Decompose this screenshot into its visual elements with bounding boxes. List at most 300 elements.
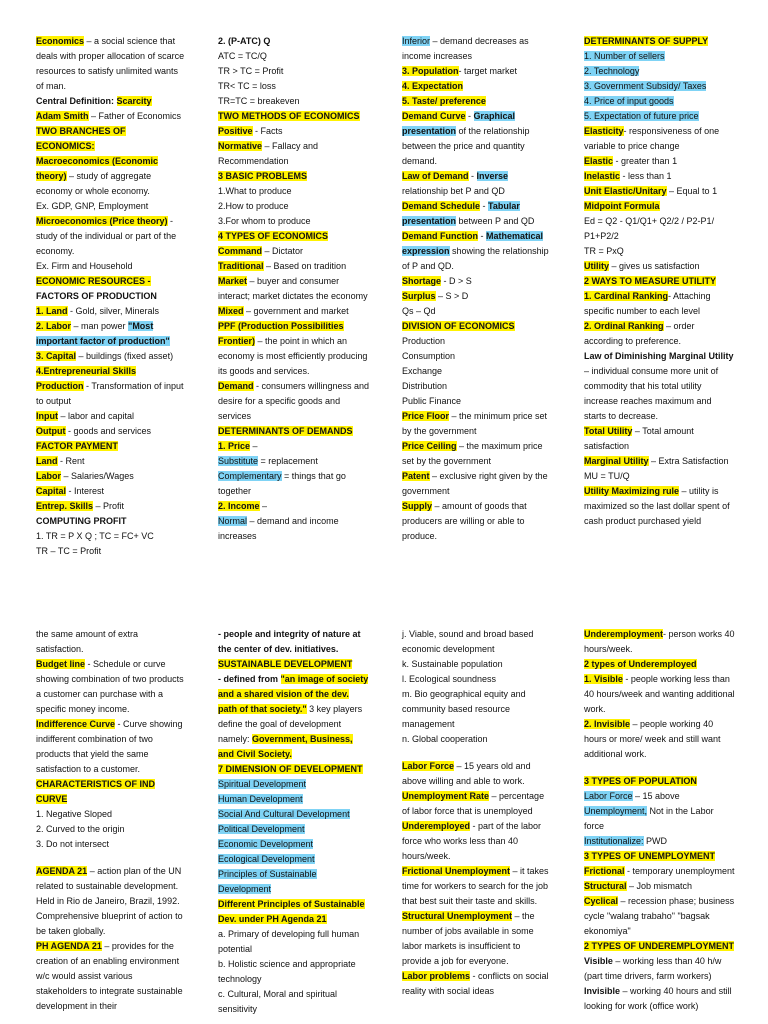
entry-text: – action plan of the UN related to sustainable development. Held in Rio de Janeiro, Brazil, 1992. Comprehensive blueprint of action to be taken globally. bbox=[36, 866, 183, 936]
note-entry bbox=[584, 169, 736, 184]
note-entry bbox=[218, 274, 370, 304]
note-entry bbox=[584, 484, 736, 529]
entry-highlight: Graphical presentation bbox=[402, 111, 516, 136]
note-entry bbox=[402, 79, 552, 94]
note-entry bbox=[36, 822, 186, 837]
note-entry bbox=[36, 657, 186, 717]
note-entry bbox=[402, 304, 552, 319]
entry-text: – Salaries/Wages bbox=[61, 471, 134, 481]
entry-text: – people working 40 hours or more/ week and still want additional work. bbox=[584, 719, 721, 759]
entry-text: - bbox=[465, 111, 474, 121]
entry-term: Visible bbox=[584, 956, 613, 966]
note-entry bbox=[36, 304, 186, 319]
note-entry bbox=[584, 894, 736, 939]
note-entry bbox=[36, 274, 186, 289]
entry-term: Structural Unemployment bbox=[402, 911, 513, 921]
entry-term: Microeconomics (Price theory) bbox=[36, 216, 168, 226]
note-entry bbox=[402, 349, 552, 364]
entry-term: a. Primary of developing full human potential bbox=[218, 929, 360, 954]
entry-text: – exclusive right given by the government bbox=[402, 471, 548, 496]
entry-term: PH AGENDA 21 bbox=[36, 941, 102, 951]
entry-term: Frictional bbox=[584, 866, 625, 876]
note-entry bbox=[584, 244, 736, 259]
entry-text: – the maximum price set by the government bbox=[402, 441, 543, 466]
note-entry bbox=[36, 94, 186, 109]
note-entry bbox=[218, 319, 370, 379]
entry-term: Price Ceiling bbox=[402, 441, 457, 451]
entry-term: Consumption bbox=[402, 351, 456, 361]
note-entry bbox=[36, 627, 186, 657]
note-entry bbox=[584, 49, 736, 64]
entry-term: 3. Government Subsidy/ Taxes bbox=[584, 81, 707, 91]
note-entry bbox=[36, 214, 186, 259]
entry-term: TWO BRANCHES OF ECONOMICS: bbox=[36, 126, 126, 151]
note-entry bbox=[402, 499, 552, 544]
entry-term: FACTOR PAYMENT bbox=[36, 441, 118, 451]
entry-term: Economic Development bbox=[218, 839, 314, 849]
entry-text: showing the relationship of P and QD. bbox=[402, 246, 549, 271]
entry-term: 2 WAYS TO MEASURE UTILITY bbox=[584, 276, 717, 286]
note-entry bbox=[36, 289, 186, 304]
entry-text: – a social science that deals with proper allocation of scarce resources to satisfy unlimited wants of man. bbox=[36, 36, 185, 91]
entry-term: Invisible bbox=[584, 986, 621, 996]
note-entry bbox=[584, 289, 736, 319]
entry-term: Frictional Unemployment bbox=[402, 866, 511, 876]
note-entry bbox=[36, 469, 186, 484]
entry-text: - consumers willingness and desire for a specific goods and services bbox=[218, 381, 370, 421]
note-entry bbox=[402, 864, 552, 909]
note-entry bbox=[36, 499, 186, 514]
entry-term: Demand Curve bbox=[402, 111, 466, 121]
note-entry bbox=[402, 687, 552, 732]
entry-text: – buildings (fixed asset) bbox=[76, 351, 174, 361]
entry-term: TR – TC = Profit bbox=[36, 546, 102, 556]
entry-term: Entrep. Skills bbox=[36, 501, 94, 511]
entry-term: Production bbox=[402, 336, 446, 346]
entry-text: – Fallacy and Recommendation bbox=[218, 141, 319, 166]
note-entry bbox=[218, 79, 370, 94]
entry-term: CHARACTERISTICS OF IND CURVE bbox=[36, 779, 155, 804]
note-entry bbox=[402, 672, 552, 687]
entry-term: Normal bbox=[218, 516, 248, 526]
entry-text: - Gold, silver, Minerals bbox=[67, 306, 160, 316]
note-entry bbox=[218, 229, 370, 244]
entry-text: – labor and capital bbox=[58, 411, 135, 421]
entry-text: – provides for the creation of an enabling environment w/c would assist various stakeholders to integrate sustainable development in their bbox=[36, 941, 183, 1011]
entry-term: Mixed bbox=[218, 306, 244, 316]
entry-text: – Based on tradition bbox=[263, 261, 347, 271]
note-entry bbox=[218, 124, 370, 139]
entry-term: 2. (P-ATC) Q bbox=[218, 36, 271, 46]
entry-term: Elasticity bbox=[584, 126, 624, 136]
column-8 bbox=[584, 627, 736, 1014]
note-entry bbox=[218, 424, 370, 439]
entry-text: – bbox=[259, 501, 268, 511]
note-entry bbox=[218, 792, 370, 807]
entry-term: Positive bbox=[218, 126, 253, 136]
note-entry bbox=[584, 154, 736, 169]
entry-text: – study of aggregate economy or whole economy. bbox=[36, 171, 152, 196]
entry-term: Structural bbox=[584, 881, 627, 891]
note-entry bbox=[36, 424, 186, 439]
entry-highlight: Tabular presentation bbox=[402, 201, 520, 226]
note-entry bbox=[402, 289, 552, 304]
entry-term: Indifference Curve bbox=[36, 719, 116, 729]
note-entry bbox=[584, 124, 736, 154]
note-entry bbox=[402, 657, 552, 672]
entry-term: Surplus bbox=[402, 291, 436, 301]
entry-term: 2 types of Underemployed bbox=[584, 659, 697, 669]
entry-text: - Schedule or curve showing combination of two products a customer can purchase with a specific money income. bbox=[36, 659, 184, 714]
entry-term: 3 BASIC PROBLEMS bbox=[218, 171, 308, 181]
entry-text: - Transformation of input to output bbox=[36, 381, 184, 406]
note-entry bbox=[218, 304, 370, 319]
entry-text: – Profit bbox=[93, 501, 125, 511]
entry-term: Market bbox=[218, 276, 248, 286]
entry-term: 3 TYPES OF POPULATION bbox=[584, 776, 697, 786]
entry-term: Normative bbox=[218, 141, 263, 151]
entry-term: Demand Function bbox=[402, 231, 478, 241]
entry-term: Labor bbox=[36, 471, 62, 481]
note-entry bbox=[218, 852, 370, 867]
entry-text: - bbox=[478, 231, 486, 241]
entry-text: - part of the labor force who works less than 40 hours/week. bbox=[402, 821, 542, 861]
entry-term: Total Utility bbox=[584, 426, 633, 436]
note-entry bbox=[402, 732, 552, 747]
entry-text: – working 40 hours and still looking for work (office work) bbox=[584, 986, 732, 1011]
entry-term: Demand Schedule bbox=[402, 201, 481, 211]
entry-text: – Dictator bbox=[262, 246, 304, 256]
entry-term: 5. Taste/ preference bbox=[402, 96, 486, 106]
entry-text: – it takes time for workers to search for the job that best suit their taste and skills. bbox=[402, 866, 549, 906]
entry-term: Supply bbox=[402, 501, 433, 511]
entry-text: – man power bbox=[71, 321, 129, 331]
column-4 bbox=[584, 34, 736, 529]
entry-text: - D > S bbox=[441, 276, 472, 286]
note-entry bbox=[218, 34, 370, 49]
note-entry bbox=[218, 807, 370, 822]
note-entry bbox=[36, 717, 186, 777]
note-entry bbox=[36, 544, 186, 559]
entry-term: Spiritual Development bbox=[218, 779, 307, 789]
entry-term: SUSTAINABLE DEVELOPMENT bbox=[218, 659, 353, 669]
note-entry bbox=[36, 124, 186, 154]
entry-term: Demand bbox=[218, 381, 254, 391]
note-entry bbox=[218, 987, 370, 1017]
entry-text: – Equal to 1 bbox=[666, 186, 718, 196]
entry-term: Economics bbox=[36, 36, 85, 46]
entry-term: Capital bbox=[36, 486, 67, 496]
entry-text: – individual consume more unit of commodity that his total utility increase reaches maximum and starts to decrease. bbox=[584, 366, 719, 421]
entry-term: Unit Elastic/Unitary bbox=[584, 186, 667, 196]
note-entry bbox=[584, 834, 736, 849]
note-entry bbox=[584, 214, 736, 244]
entry-term: Central Definition: bbox=[36, 96, 117, 106]
note-entry bbox=[36, 154, 186, 199]
entry-text: = replacement bbox=[258, 456, 318, 466]
note-entry bbox=[584, 64, 736, 79]
entry-term: Social And Cultural Development bbox=[218, 809, 350, 819]
entry-term: 2. Labor bbox=[36, 321, 72, 331]
entry-text: – S > D bbox=[435, 291, 469, 301]
entry-text: - Rent bbox=[57, 456, 85, 466]
note-entry bbox=[218, 64, 370, 79]
note-entry bbox=[584, 199, 736, 214]
entry-text: – utility is maximized so the last dollar spent of cash product purchased yield bbox=[584, 486, 730, 526]
note-entry bbox=[36, 777, 186, 807]
note-entry bbox=[584, 804, 736, 834]
entry-term: Ecological Development bbox=[218, 854, 315, 864]
note-entry bbox=[402, 789, 552, 819]
entry-term: Shortage bbox=[402, 276, 442, 286]
entry-term: Midpoint Formula bbox=[584, 201, 660, 211]
note-entry bbox=[218, 259, 370, 274]
note-entry bbox=[402, 819, 552, 864]
note-entry bbox=[218, 627, 370, 657]
note-entry bbox=[218, 469, 370, 499]
entry-term: Marginal Utility bbox=[584, 456, 649, 466]
note-entry bbox=[584, 672, 736, 717]
note-entry bbox=[584, 184, 736, 199]
entry-term: Principles of Sustainable Development bbox=[218, 869, 317, 894]
note-entry bbox=[36, 807, 186, 822]
entry-text: – buyer and consumer interact; market dictates the economy bbox=[218, 276, 368, 301]
entry-text: – the number of jobs available in some labor markets is insufficient to provide a job for everyone. bbox=[402, 911, 535, 966]
entry-text: relationship bet P and QD bbox=[402, 186, 505, 196]
note-entry bbox=[584, 627, 736, 657]
entry-term: 5. Expectation of future price bbox=[584, 111, 699, 121]
note-entry bbox=[584, 34, 736, 49]
note-entry bbox=[36, 439, 186, 454]
note-entry bbox=[36, 484, 186, 499]
entry-text: – the point in which an economy is most efficiently producing its goods and services. bbox=[218, 336, 368, 376]
entry-term: Complementary bbox=[218, 471, 282, 481]
entry-term: Institutionalize: bbox=[584, 836, 644, 846]
note-entry bbox=[402, 409, 552, 439]
entry-text: - Interest bbox=[66, 486, 105, 496]
spacer bbox=[584, 762, 736, 774]
entry-term: ATC = TC/Q bbox=[218, 51, 267, 61]
entry-term: COMPUTING PROFIT bbox=[36, 516, 127, 526]
entry-term: Adam Smith bbox=[36, 111, 89, 121]
note-entry bbox=[402, 334, 552, 349]
note-entry bbox=[218, 439, 370, 454]
note-entry bbox=[584, 984, 736, 1014]
note-entry bbox=[584, 79, 736, 94]
entry-term: 1. Negative Sloped bbox=[36, 809, 113, 819]
entry-term: TR=TC = breakeven bbox=[218, 96, 300, 106]
note-entry bbox=[402, 229, 552, 274]
entry-text: – the minimum price set by the government bbox=[402, 411, 548, 436]
entry-term: 2. Income bbox=[218, 501, 260, 511]
entry-text: – demand and income increases bbox=[218, 516, 339, 541]
entry-term: Law of Demand bbox=[402, 171, 469, 181]
entry-text: – recession phase; business cycle "walang trabaho" "bagsak ekonomiya" bbox=[584, 896, 735, 936]
note-entry bbox=[218, 514, 370, 544]
entry-term: Underemployment bbox=[584, 629, 664, 639]
entry-highlight: Inverse bbox=[476, 171, 509, 181]
note-entry bbox=[584, 109, 736, 124]
note-entry bbox=[218, 49, 370, 64]
note-entry bbox=[584, 454, 736, 469]
note-entry bbox=[218, 169, 370, 184]
note-entry bbox=[402, 469, 552, 499]
entry-text: - bbox=[480, 201, 489, 211]
note-entry bbox=[218, 454, 370, 469]
entry-term: 2. Curved to the origin bbox=[36, 824, 125, 834]
entry-term: Elastic bbox=[584, 156, 614, 166]
note-entry bbox=[402, 274, 552, 289]
note-entry bbox=[36, 529, 186, 544]
entry-text: PWD bbox=[643, 836, 668, 846]
entry-term: Ed = Q2 - Q1/Q1+ Q2/2 / P2-P1/ P1+P2/2 bbox=[584, 216, 715, 241]
entry-term: 2. Invisible bbox=[584, 719, 631, 729]
entry-term: Human Development bbox=[218, 794, 303, 804]
entry-term: FACTORS OF PRODUCTION bbox=[36, 291, 157, 301]
entry-term: Inelastic bbox=[584, 171, 621, 181]
entry-text: - Curve showing indifferent combination of two products that yield the same satisfaction to a customer. bbox=[36, 719, 183, 774]
entry-term: Price Floor bbox=[402, 411, 450, 421]
entry-highlight: "Most important factor of production" bbox=[36, 321, 170, 346]
note-entry bbox=[402, 94, 552, 109]
note-entry bbox=[402, 439, 552, 469]
column-2 bbox=[218, 34, 370, 544]
entry-term: Ex. Firm and Household bbox=[36, 261, 133, 271]
entry-text: – Total amount satisfaction bbox=[584, 426, 694, 451]
column-5 bbox=[36, 627, 186, 1014]
entry-term: AGENDA 21 bbox=[36, 866, 88, 876]
entry-text: – demand decreases as income increases bbox=[402, 36, 529, 61]
entry-term: Ex. GDP, GNP, Employment bbox=[36, 201, 149, 211]
note-entry bbox=[584, 469, 736, 484]
note-entry bbox=[584, 717, 736, 762]
entry-term: Inferior bbox=[402, 36, 431, 46]
entry-text: - Facts bbox=[252, 126, 283, 136]
entry-term: Political Development bbox=[218, 824, 305, 834]
entry-highlight: Scarcity bbox=[116, 96, 152, 106]
note-entry bbox=[218, 822, 370, 837]
note-entry bbox=[36, 409, 186, 424]
note-entry bbox=[218, 109, 370, 124]
note-entry bbox=[218, 957, 370, 987]
note-entry bbox=[584, 774, 736, 789]
note-entry bbox=[36, 837, 186, 852]
entry-text: – Father of Economics bbox=[88, 111, 182, 121]
entry-text: of the relationship between the price and quantity demand. bbox=[402, 126, 530, 166]
note-entry bbox=[218, 762, 370, 777]
entry-term: 1. Land bbox=[36, 306, 68, 316]
note-entry bbox=[218, 897, 370, 927]
entry-text: – Extra Satisfaction bbox=[648, 456, 729, 466]
entry-term: Input bbox=[36, 411, 58, 421]
entry-term: k. Sustainable population bbox=[402, 659, 503, 669]
note-entry bbox=[218, 199, 370, 214]
entry-term: TR > TC = Profit bbox=[218, 66, 284, 76]
entry-text: - study of the individual or part of the economy. bbox=[36, 216, 177, 256]
entry-text: - responsiveness of one variable to price change bbox=[584, 126, 720, 151]
entry-text: - temporary unemployment bbox=[624, 866, 735, 876]
entry-text: – percentage of labor force that is unemployed bbox=[402, 791, 545, 816]
entry-term: 2 TYPES OF UNDEREMPLOYMENT bbox=[584, 941, 735, 951]
note-entry bbox=[584, 954, 736, 984]
entry-term: the same amount of extra satisfaction. bbox=[36, 629, 139, 654]
note-entry bbox=[218, 184, 370, 199]
note-entry bbox=[218, 379, 370, 424]
note-entry bbox=[36, 259, 186, 274]
entry-term: Qs – Qd bbox=[402, 306, 436, 316]
entry-term: Budget line bbox=[36, 659, 85, 669]
entry-term: 1. Cardinal Ranking bbox=[584, 291, 669, 301]
note-entry bbox=[584, 259, 736, 274]
entry-text: – working less than 40 h/w (part time drivers, farm workers) bbox=[584, 956, 722, 981]
entry-term: 1. Visible bbox=[584, 674, 623, 684]
note-entry bbox=[218, 657, 370, 672]
note-entry bbox=[402, 759, 552, 789]
entry-term: DETERMINANTS OF SUPPLY bbox=[584, 36, 709, 46]
note-entry bbox=[584, 939, 736, 954]
entry-term: Patent bbox=[402, 471, 430, 481]
entry-text: – Job mismatch bbox=[626, 881, 693, 891]
entry-term: ECONOMIC RESOURCES - bbox=[36, 276, 151, 286]
entry-term: 2. Technology bbox=[584, 66, 640, 76]
entry-term: 4 TYPES OF ECONOMICS bbox=[218, 231, 329, 241]
entry-term: PPF (Production Possibilities Frontier) bbox=[218, 321, 344, 346]
entry-term: 4.Entrepreneurial Skills Production bbox=[36, 366, 137, 391]
note-entry bbox=[584, 349, 736, 424]
note-entry bbox=[218, 139, 370, 169]
entry-term: 3. Capital bbox=[36, 351, 77, 361]
entry-term: l. Ecological soundness bbox=[402, 674, 497, 684]
note-entry bbox=[218, 244, 370, 259]
entry-text: – 15 years old and above willing and able to work. bbox=[402, 761, 531, 786]
entry-term: Law of Diminishing Marginal Utility bbox=[584, 351, 734, 361]
entry-term: b. Holistic science and appropriate technology bbox=[218, 959, 356, 984]
note-entry bbox=[36, 199, 186, 214]
note-entry bbox=[218, 672, 370, 762]
entry-term: Public Finance bbox=[402, 396, 462, 406]
entry-text: - conflicts on social reality with social ideas bbox=[402, 971, 549, 996]
entry-term: 3 TYPES OF UNEMPLOYMENT bbox=[584, 851, 716, 861]
note-entry bbox=[584, 849, 736, 864]
entry-term: j. Viable, sound and broad based economic development bbox=[402, 629, 534, 654]
note-entry bbox=[402, 34, 552, 64]
entry-term: DIVISION OF ECONOMICS bbox=[402, 321, 515, 331]
note-entry bbox=[36, 454, 186, 469]
note-entry bbox=[402, 169, 552, 199]
note-entry bbox=[36, 514, 186, 529]
column-1 bbox=[36, 34, 186, 559]
note-entry bbox=[584, 94, 736, 109]
entry-text: - Attaching specific number to each level bbox=[584, 291, 711, 316]
entry-term: 3.For whom to produce bbox=[218, 216, 311, 226]
entry-text: - target market bbox=[458, 66, 518, 76]
entry-term: Macroeconomics (Economic theory) bbox=[36, 156, 159, 181]
note-entry bbox=[402, 627, 552, 657]
note-entry bbox=[218, 927, 370, 957]
entry-term: - defined from bbox=[218, 674, 281, 684]
entry-text: – amount of goods that producers are willing or able to produce. bbox=[402, 501, 527, 541]
entry-text: - people working less than 40 hours/week and wanting additional work. bbox=[584, 674, 735, 714]
entry-term: Labor Force bbox=[584, 791, 633, 801]
note-entry bbox=[584, 424, 736, 454]
entry-text: = things that go together bbox=[218, 471, 346, 496]
spacer bbox=[402, 747, 552, 759]
entry-highlight: "an image of society and a shared vision of the dev. path of that society." bbox=[218, 674, 369, 714]
entry-term: Cyclical bbox=[584, 896, 619, 906]
note-entry bbox=[584, 864, 736, 879]
entry-term: 2.How to produce bbox=[218, 201, 289, 211]
note-entry bbox=[402, 364, 552, 379]
